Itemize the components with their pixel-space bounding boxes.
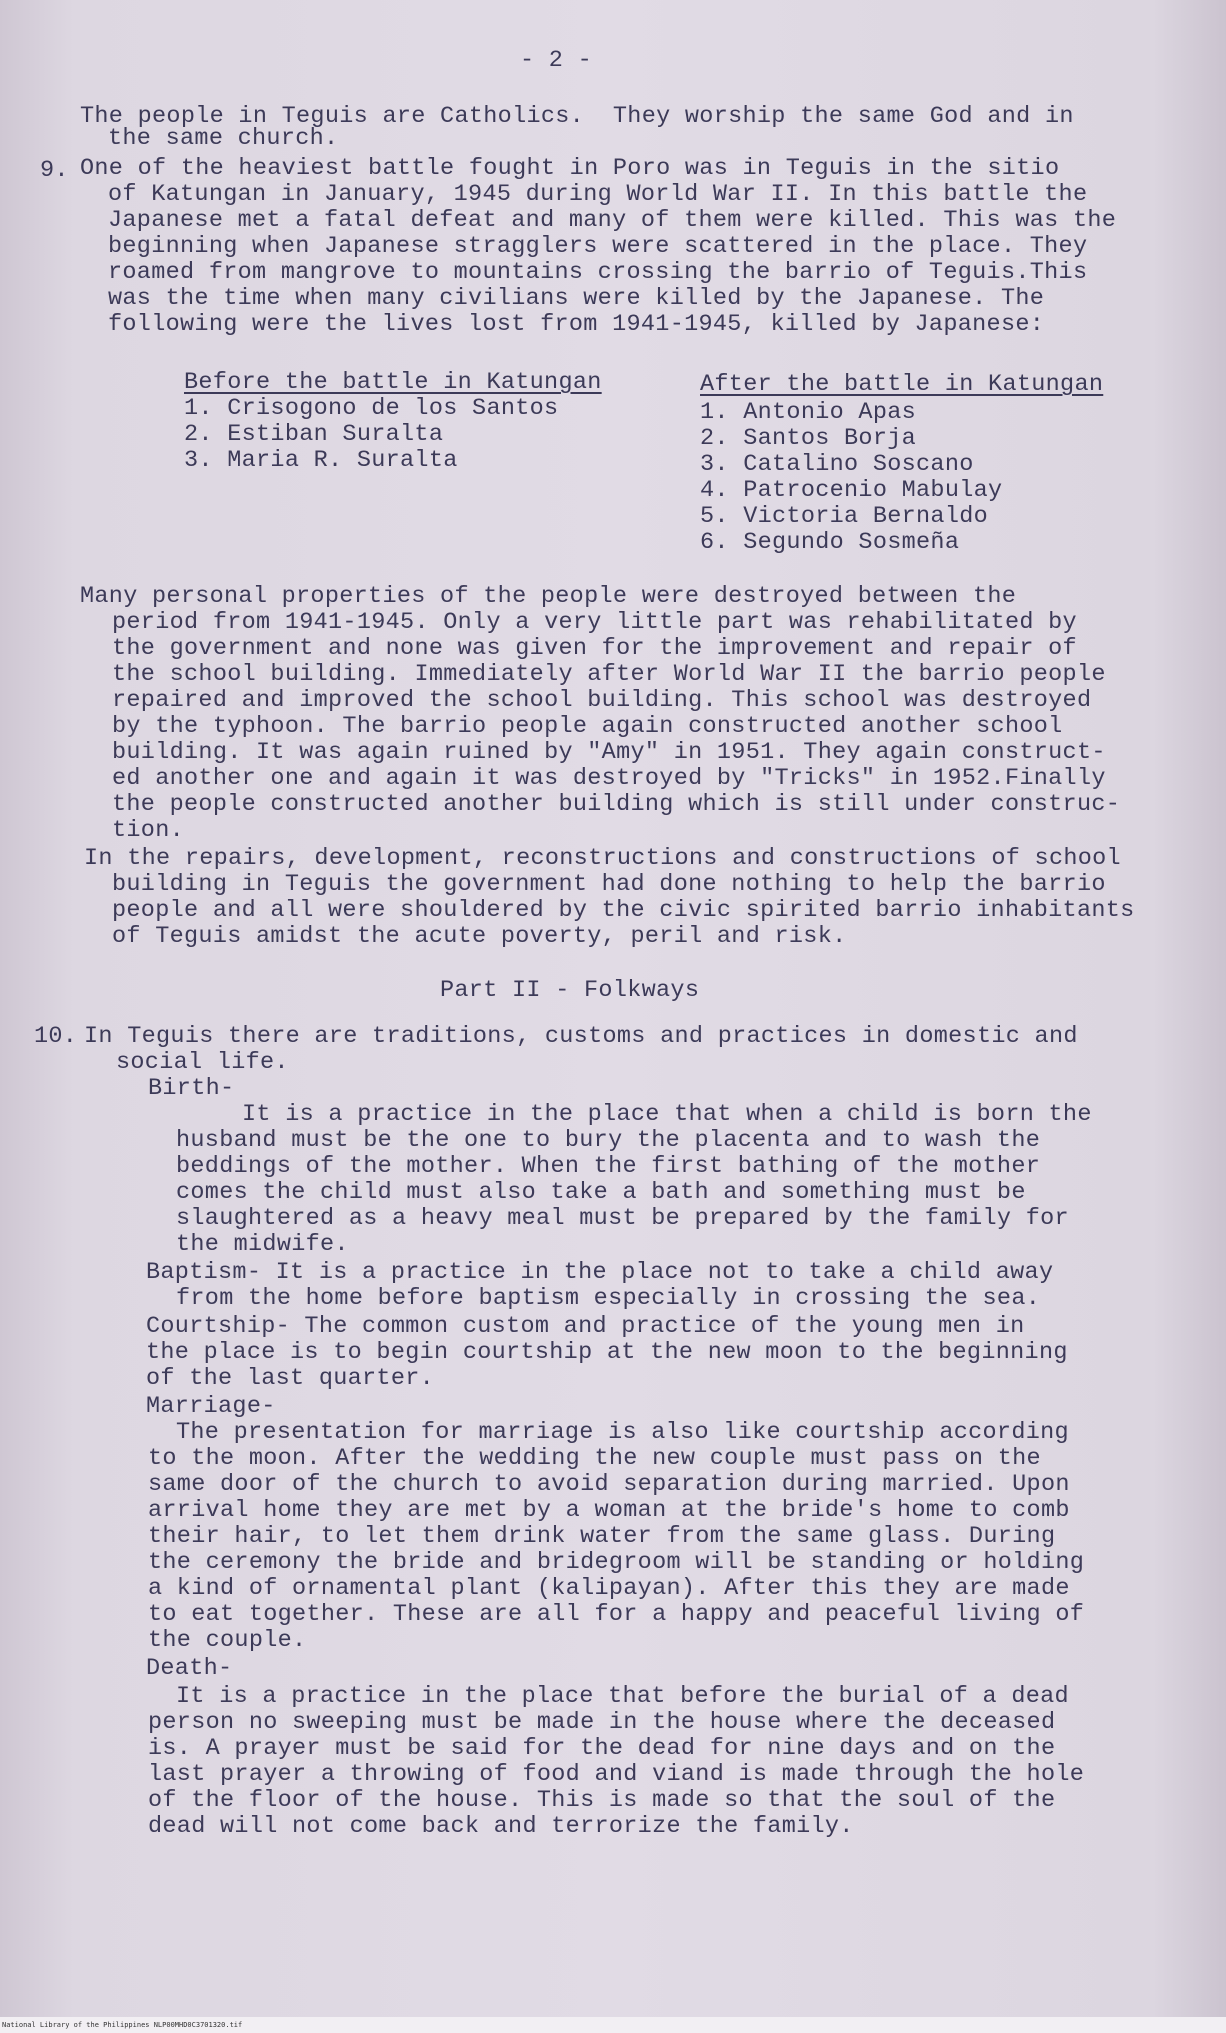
birth-line: husband must be the one to bury the placenta and to wash the: [176, 1127, 1041, 1154]
paragraph-line: In the repairs, development, reconstructions and constructions of school: [84, 845, 1121, 872]
marriage-line: the ceremony the bride and bridegroom will be standing or holding: [148, 1549, 1085, 1576]
casualty-name: 1. Antonio Apas: [700, 399, 917, 426]
intro-line: the same church.: [108, 125, 339, 152]
paragraph-line: the school building. Immediately after World War II the barrio people: [112, 661, 1106, 688]
casualty-name: 2. Estiban Suralta: [184, 421, 444, 448]
birth-line: the midwife.: [176, 1231, 349, 1258]
item-number: 9.: [40, 157, 69, 184]
casualty-name: 6. Segundo Sosmeña: [700, 529, 960, 556]
birth-line: It is a practice in the place that when a child is born the: [242, 1101, 1092, 1128]
marriage-line: to eat together. These are all for a happy and peaceful living of: [148, 1601, 1085, 1628]
page-number: - 2 -: [520, 47, 593, 74]
courtship-line: Courtship- The common custom and practice of the young men in: [146, 1313, 1025, 1340]
death-line: It is a practice in the place that before the burial of a dead: [176, 1683, 1069, 1710]
paragraph-line: tion.: [112, 817, 185, 844]
paragraph-line: by the typhoon. The barrio people again constructed another school: [112, 713, 1063, 740]
intro-line: The people in Teguis are Catholics. They worship the same God and in: [80, 103, 1074, 130]
birth-line: comes the child must also take a bath and something must be: [176, 1179, 1026, 1206]
item-number: 10.: [34, 1023, 78, 1050]
marriage-line: a kind of ornamental plant (kalipayan). After this they are made: [148, 1575, 1070, 1602]
item9-line: beginning when Japanese stragglers were scattered in the place. They: [108, 233, 1088, 260]
paragraph-line: building in Teguis the government had done nothing to help the barrio: [112, 871, 1106, 898]
casualty-name: 3. Catalino Soscano: [700, 451, 974, 478]
subsection-label: Birth-: [148, 1075, 235, 1102]
paragraph-line: the people constructed another building which is still under construc-: [112, 791, 1121, 818]
marriage-line: the couple.: [148, 1627, 307, 1654]
courtship-line: the place is to begin courtship at the new moon to the beginning: [146, 1339, 1068, 1366]
casualty-name: 2. Santos Borja: [700, 425, 917, 452]
death-line: last prayer a throwing of food and viand is made through the hole: [148, 1761, 1085, 1788]
casualty-name: 4. Patrocenio Mabulay: [700, 477, 1003, 504]
archive-footer: National Library of the Philippines NLP00MHD0C3701320.tif: [0, 2017, 1226, 2033]
casualty-name: 1. Crisogono de los Santos: [184, 395, 559, 422]
marriage-line: same door of the church to avoid separation during married. Upon: [148, 1471, 1070, 1498]
death-line: is. A prayer must be said for the dead for nine days and on the: [148, 1735, 1056, 1762]
marriage-line: arrival home they are met by a woman at the bride's home to comb: [148, 1497, 1070, 1524]
paragraph-line: building. It was again ruined by "Amy" in 1951. They again construct-: [112, 739, 1106, 766]
casualty-name: 5. Victoria Bernaldo: [700, 503, 989, 530]
baptism-line: Baptism- It is a practice in the place not to take a child away: [146, 1259, 1054, 1286]
baptism-line: from the home before baptism especially in crossing the sea.: [176, 1285, 1041, 1312]
paragraph-line: period from 1941-1945. Only a very little part was rehabilitated by: [112, 609, 1077, 636]
paragraph-line: ed another one and again it was destroyed by "Tricks" in 1952.Finally: [112, 765, 1106, 792]
marriage-line: The presentation for marriage is also like courtship according: [176, 1419, 1069, 1446]
before-battle-heading: Before the battle in Katungan: [184, 369, 602, 396]
paragraph-line: repaired and improved the school building. This school was destroyed: [112, 687, 1092, 714]
item9-line: following were the lives lost from 1941-1945, killed by Japanese:: [108, 311, 1045, 338]
item9-line: was the time when many civilians were killed by the Japanese. The: [108, 285, 1045, 312]
paragraph-line: the government and none was given for the improvement and repair of: [112, 635, 1077, 662]
paragraph-line: of Teguis amidst the acute poverty, peril and risk.: [112, 923, 847, 950]
paragraph-line: people and all were shouldered by the civic spirited barrio inhabitants: [112, 897, 1135, 924]
paragraph-line: Many personal properties of the people were destroyed between the: [80, 583, 1017, 610]
section-heading: Part II - Folkways: [440, 977, 700, 1004]
item10-line: In Teguis there are traditions, customs and practices in domestic and: [84, 1023, 1078, 1050]
subsection-label: Death-: [146, 1655, 233, 1682]
death-line: person no sweeping must be made in the house where the deceased: [148, 1709, 1056, 1736]
item9-line: Japanese met a fatal defeat and many of them were killed. This was the: [108, 207, 1117, 234]
death-line: of the floor of the house. This is made so that the soul of the: [148, 1787, 1056, 1814]
after-battle-heading: After the battle in Katungan: [700, 371, 1104, 398]
birth-line: beddings of the mother. When the first bathing of the mother: [176, 1153, 1041, 1180]
subsection-label: Marriage-: [146, 1393, 276, 1420]
casualty-name: 3. Maria R. Suralta: [184, 447, 458, 474]
death-line: dead will not come back and terrorize the family.: [148, 1813, 854, 1840]
item9-line: of Katungan in January, 1945 during World War II. In this battle the: [108, 181, 1088, 208]
courtship-line: of the last quarter.: [146, 1365, 435, 1392]
item10-line: social life.: [116, 1049, 289, 1076]
item9-line: roamed from mangrove to mountains crossing the barrio of Teguis.This: [108, 259, 1088, 286]
marriage-line: their hair, to let them drink water from the same glass. During: [148, 1523, 1056, 1550]
marriage-line: to the moon. After the wedding the new couple must pass on the: [148, 1445, 1041, 1472]
birth-line: slaughtered as a heavy meal must be prepared by the family for: [176, 1205, 1069, 1232]
item9-line: One of the heaviest battle fought in Poro was in Teguis in the sitio: [80, 155, 1060, 182]
